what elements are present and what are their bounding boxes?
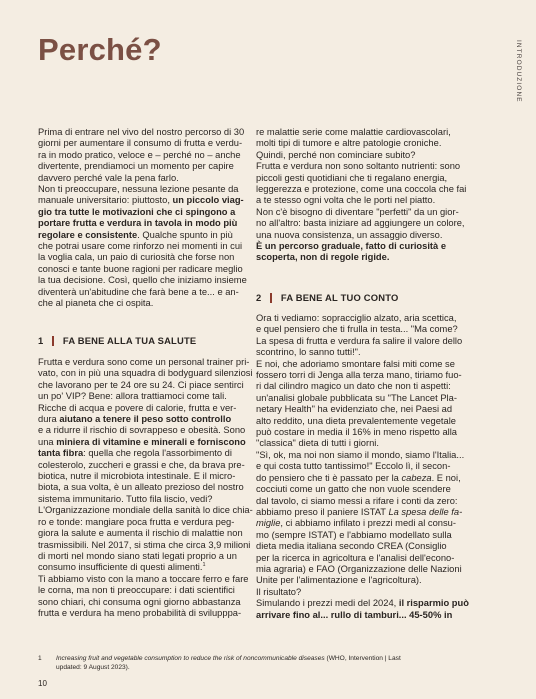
- section-title: FA BENE AL TUO CONTO: [280, 292, 399, 303]
- heading-divider: [270, 293, 272, 303]
- section-heading-1: 1 FA BENE ALLA TUA SALUTE: [38, 335, 197, 346]
- footnote: 1 Increasing fruit and vegetable consumption to reduce the risk of noncommunicable diseases (WHO, Intervention | Last updated: 9 August 2023).: [38, 655, 401, 671]
- section-heading-2: 2 FA BENE AL TUO CONTO: [256, 292, 399, 303]
- page-number: 10: [38, 679, 47, 688]
- section-tab: INTRODUZIONE: [515, 40, 522, 103]
- intro-emphasis: È un percorso graduale, fatto di curiosità e scoperta, non di regole rigide.: [256, 241, 447, 263]
- intro-column-left: [38, 127, 266, 310]
- page-title: Perché?: [38, 32, 162, 67]
- heading-divider: [52, 336, 54, 346]
- section-title: FA BENE ALLA TUA SALUTE: [62, 335, 197, 346]
- section-body-1: Frutta e verdura sono come un personal trainer pri- vato, con in più una squadra di bodyguard silenziosi che lavorano per te 24 ore su 24. Ci piace sentirci un po' VIP? Bene: allora trattiamoci come tali. Ricche di acqua e povere di calorie, frutta e ver- dura aiutano a tenere il peso sotto controllo e a ridurre il rischio di sovrappeso e obesità. Sono una miniera di vitamine e minerali e forniscono tanta fibra: quella che regola l'assorbimento di colesterolo, zuccheri e grassi e che, da brava pre- biotica, nutre il microbiota intestinale. E il micro- biota, a sua volta, è un alleato prezioso del nostro sistema immunitario. Tutto fila liscio, vedi? L'Organizzazione mondiale della sanità lo dice chia- ro e tonde: mangiare poca frutta e verdura peg- giora la salute e aumenta il rischio di malattie non trasmissibili. Nel 2017, si stima che circa 3,9 milioni di morti nel mondo siano stati legati proprio a un consumo insufficiente di questi alimenti.$^1$ Ti abbiamo visto con la mano a toccare ferro e fare le corna, ma non ti preoccupare: i dati scientifici sono chiari, chi consuma ogni giorno abbastanza frutta e verdura ha meno probabilità di svilupppa-: [38, 357, 253, 618]
- footnote-ref: 1: [202, 562, 206, 569]
- section-body-2: Ora ti vediamo: sopracciglio alzato, aria scettica, e quel pensiero che ti frulla in testa... "Ma come? La spesa di frutta e verdura fa salire il valore dello scontrino, lo sanno tutti!". E noi, che adoriamo smontare falsi miti come se fossero torri di Jenga alla terza mano, tiriamo fuo- ri dal cilindro magico un dato che non ti aspetti: un'analisi globale pubblicata su "The Lancet Pla- netary Health" ha evidenziato che, nei Paesi ad alto reddito, una dieta prevalentemente vegetale può costare in media il 16% in meno rispetto alla "classica" dieta di tutti i giorni. "Sì, ok, ma noi non siamo il mondo, siamo l'Italia... e qui costa tutto tantissimo!" Eccolo lì, il secon- do pensiero che ti è passato per la cabeza. E noi, cocciuti come un gatto che non vuole scendere dal tavolo, ci siamo messi a rifare i conti da zero: abbiamo preso il paniere ISTAT La spesa delle fa- miglie, ci abbiamo infilato i prezzi medi al consu- mo (sempre ISTAT) e l'abbiamo modellato sulla dieta media italiana secondo CREA (Consiglio per la ricerca in agricoltura e l'analisi dell'econo- mia agraria) e FAO (Organizzazione delle Nazioni Unite per l'alimentazione e l'agricoltura). Il risultato? Simulando i prezzi medi del 2024, il risparmio può arrivare fino al... rullo di tamburi... 45-50% in: [256, 313, 469, 620]
- intro-paragraph-right: re malattie serie come malattie cardiovascolari, molti tipi di tumore e altre patologie croniche. Quindi, perché non cominciare subito? Frutta e verdura non sono soltanto nutrienti: sono piccoli gesti quotidiani che ti regalano energia, leggerezza e protezione, come una coccola che fai a te stesso ogni volta che le porti nel piatto. Non c'è bisogno di diventare "perfetti" da un gior- no all'altro: basta iniziare ad aggiungere un colore, una nuova consistenza, un assaggio diverso. È un percorso graduale, fatto di curiosità e scoperta, non di regole rigide.: [256, 127, 467, 263]
- intro-paragraph: Prima di entrare nel vivo del nostro percorso di 30 giorni per aumentare il consumo di frutta e verdu- ra in modo pratico, veloce e – perché no – anche divertente, prendiamoci un momento per capire davvero perché vale la pena farlo. Non ti preoccupare, nessuna lezione pesante da manuale universitario: piuttosto, un piccolo viag- gio tra tutte le motivazioni che ci spingono a portare frutta e verdura in tavola in modo più regolare e consistente. Qualche spunto in più che potrai usare come rinforzo nei momenti in cui la voglia cala, un paio di curiosità che forse non conosci e tante buone ragioni per radicare meglio la tua decisione. Così, quello che iniziamo insieme diventerà un'abitudine che farà bene a te... e an- che al pianeta che ci ospita.: [38, 127, 247, 309]
- intro-column-right: [256, 127, 488, 264]
